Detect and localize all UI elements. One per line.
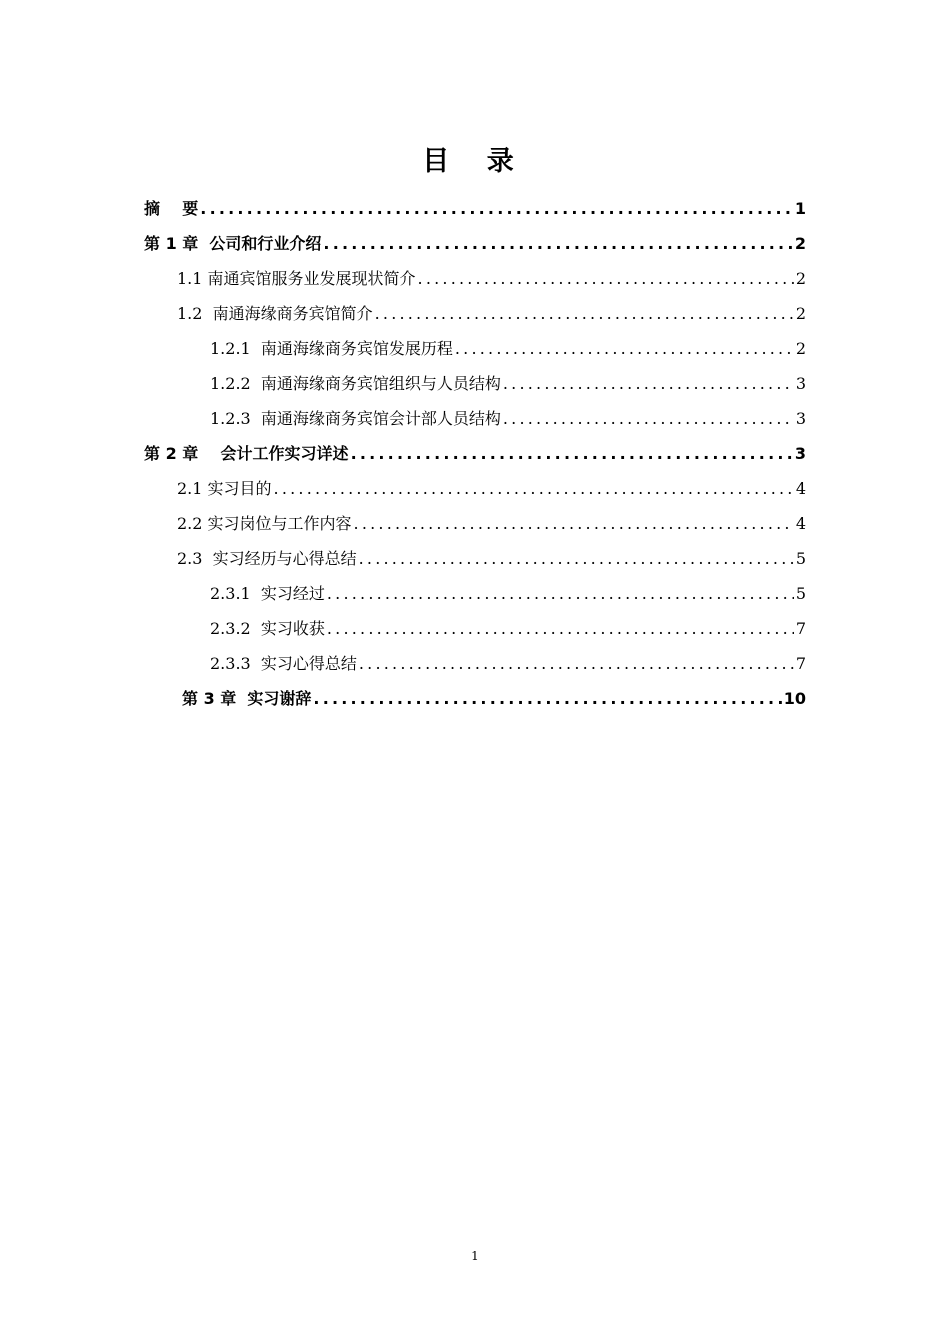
toc-entry-1-2-1[interactable] (210, 336, 806, 362)
toc-entry-1-1[interactable] (177, 266, 806, 292)
toc-entry-1-2-2[interactable] (210, 371, 806, 397)
toc-entry-1-2-3[interactable] (210, 406, 806, 432)
toc-entry-2-2[interactable] (177, 511, 806, 537)
toc-entry-label: 1.2.3 南通海缘商务宾馆会计部人员结构 (210, 409, 501, 428)
toc-entry-1-2[interactable] (177, 301, 806, 327)
toc-entry-page: 1 (794, 199, 806, 218)
dot-leader (327, 616, 794, 642)
toc-entry-2-3-3[interactable] (210, 651, 806, 677)
toc-entry-label: 2.1 实习目的 (177, 479, 272, 498)
toc-title: 目 录 (422, 146, 528, 177)
toc-entry-page: 3 (795, 374, 806, 393)
dot-leader (327, 581, 794, 607)
toc-entry-label: 2.3.3 实习心得总结 (210, 654, 357, 673)
toc-entry-label: 第 3 章 实习谢辞 (182, 689, 312, 708)
page-number-footer: 1 (471, 1249, 479, 1263)
dot-leader (359, 546, 794, 572)
dot-leader (200, 196, 793, 222)
toc-entry-page: 3 (794, 444, 806, 463)
toc-entry-label: 2.3.1 实习经过 (210, 584, 325, 603)
toc-entry-2-1[interactable] (177, 476, 806, 502)
toc-entry-label: 第 1 章 公司和行业介绍 (144, 234, 322, 253)
toc-entry-chapter-3[interactable] (182, 686, 806, 712)
dot-leader (375, 301, 794, 327)
toc-entry-chapter-2[interactable] (144, 441, 806, 467)
dot-leader (323, 231, 792, 257)
dot-leader (418, 266, 794, 292)
toc-entry-page: 5 (795, 549, 806, 568)
toc-entry-page: 7 (795, 654, 806, 673)
dot-leader (455, 336, 794, 362)
toc-entry-label: 1.2.2 南通海缘商务宾馆组织与人员结构 (210, 374, 501, 393)
dot-leader (503, 406, 794, 432)
toc-entry-label: 第 2 章 会计工作实习详述 (144, 444, 349, 463)
toc-entry-label: 1.2.1 南通海缘商务宾馆发展历程 (210, 339, 453, 358)
toc-entry-page: 5 (795, 584, 806, 603)
toc-entry-2-3-1[interactable] (210, 581, 806, 607)
toc-entry-page: 4 (795, 514, 806, 533)
toc-entry-2-3[interactable] (177, 546, 806, 572)
dot-leader (354, 511, 794, 537)
toc-entry-page: 2 (795, 339, 806, 358)
dot-leader (503, 371, 794, 397)
toc-entry-page: 2 (794, 234, 806, 253)
toc-entry-label: 2.2 实习岗位与工作内容 (177, 514, 352, 533)
toc-entry-abstract[interactable] (144, 196, 806, 222)
dot-leader (274, 476, 794, 502)
dot-leader (359, 651, 794, 677)
toc-entry-page: 2 (795, 304, 806, 323)
dot-leader (313, 686, 781, 712)
toc-entry-label: 1.1 南通宾馆服务业发展现状简介 (177, 269, 416, 288)
toc-entry-label: 2.3 实习经历与心得总结 (177, 549, 357, 568)
toc-entry-page: 4 (795, 479, 806, 498)
toc-entry-page: 10 (783, 689, 806, 708)
toc-entry-page: 7 (795, 619, 806, 638)
toc-entry-label: 2.3.2 实习收获 (210, 619, 325, 638)
toc-entry-page: 2 (795, 269, 806, 288)
dot-leader (351, 441, 793, 467)
toc-entry-page: 3 (795, 409, 806, 428)
toc-entry-2-3-2[interactable] (210, 616, 806, 642)
toc-entry-label: 摘 要 (144, 199, 199, 218)
toc-entry-label: 1.2 南通海缘商务宾馆简介 (177, 304, 373, 323)
toc-entry-chapter-1[interactable] (144, 231, 806, 257)
